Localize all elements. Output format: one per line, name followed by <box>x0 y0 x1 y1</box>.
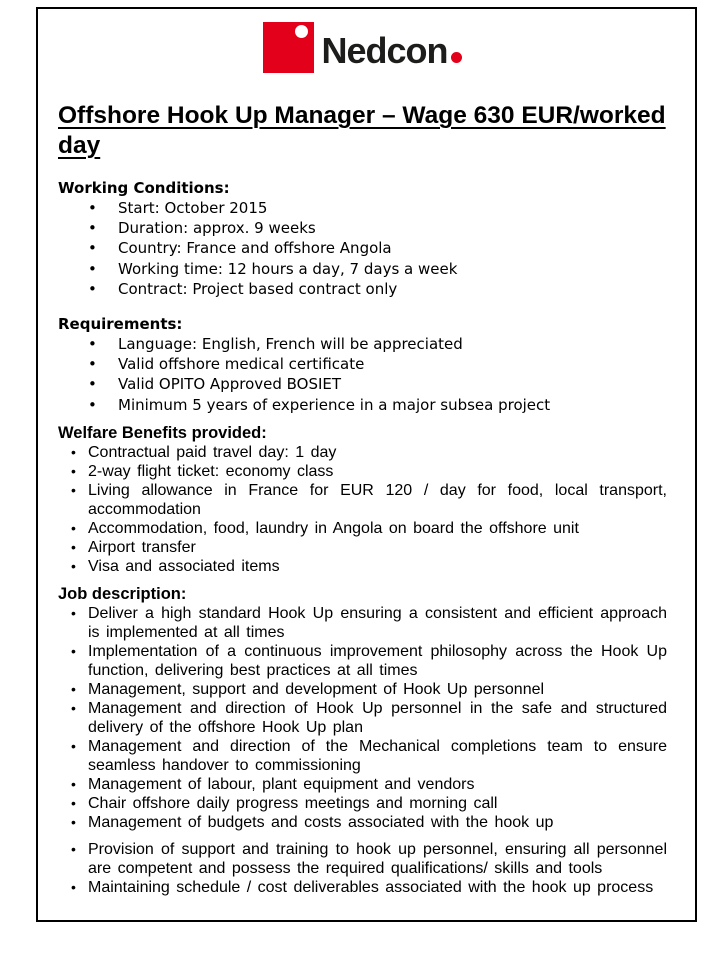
list-item: • Visa and associated items <box>58 557 667 576</box>
nedcon-logo <box>58 22 667 73</box>
list-item: • Management of labour, plant equipment and vendors <box>58 775 667 794</box>
list-item: • Management and direction of Hook Up personnel in the safe and structured delivery of the offshore Hook Up plan <box>58 699 667 737</box>
page-title-line2: day <box>58 132 101 159</box>
requirements-list <box>58 334 667 415</box>
list-item: • Valid offshore medical certificate <box>58 354 667 374</box>
working-conditions-list <box>58 198 667 299</box>
job-description-list <box>58 604 667 832</box>
list-item: • Valid OPITO Approved BOSIET <box>58 374 667 394</box>
list-item: • 2-way flight ticket: economy class <box>58 462 667 481</box>
list-item: • Management of budgets and costs associated with the hook up <box>58 813 667 832</box>
list-item: • Chair offshore daily progress meetings and morning call <box>58 794 667 813</box>
list-item: • Implementation of a continuous improvement philosophy across the Hook Up function, delivering best practices at all times <box>58 642 667 680</box>
list-item: • Provision of support and training to hook up personnel, ensuring all personnel are competent and possess the required qualifications/ skills and tools <box>58 840 667 878</box>
list-item: • Contractual paid travel day: 1 day <box>58 443 667 462</box>
list-item: • Minimum 5 years of experience in a major subsea project <box>58 395 667 415</box>
page-title-line1: Offshore Hook Up Manager – Wage 630 EUR/worked <box>58 102 666 129</box>
list-item: • Management, support and development of Hook Up personnel <box>58 680 667 699</box>
list-item: • Duration: approx. 9 weeks <box>58 218 667 238</box>
job-description-list-extra <box>58 840 667 897</box>
section-welfare-benefits <box>58 424 667 576</box>
list-item: • Deliver a high standard Hook Up ensuring a consistent and efficient approach is implemented at all times <box>58 604 667 642</box>
section-job-description <box>58 585 667 897</box>
logo-brand-text: Nedcon <box>321 29 448 71</box>
list-item: • Maintaining schedule / cost deliverables associated with the hook up process <box>58 878 667 897</box>
logo-wordmark <box>321 29 461 71</box>
list-item: • Country: France and offshore Angola <box>58 238 667 258</box>
list-item: • Management and direction of the Mechanical completions team to ensure seamless handover to commissioning <box>58 737 667 775</box>
requirements-heading: Requirements: <box>58 315 183 334</box>
logo-white-dot-icon <box>295 25 308 38</box>
list-item: • Airport transfer <box>58 538 667 557</box>
section-working-conditions <box>58 178 667 299</box>
page-title <box>58 101 667 161</box>
logo-square-icon <box>263 22 314 73</box>
logo-period-icon <box>451 52 462 63</box>
document-page <box>36 7 697 922</box>
list-item: • Language: English, French will be appreciated <box>58 334 667 354</box>
list-item: • Accommodation, food, laundry in Angola on board the offshore unit <box>58 519 667 538</box>
job-description-heading: Job description: <box>58 584 187 603</box>
list-item: • Living allowance in France for EUR 120 / day for food, local transport, accommodation <box>58 481 667 519</box>
list-item: • Start: October 2015 <box>58 198 667 218</box>
working-conditions-heading: Working Conditions: <box>58 179 230 197</box>
list-item: • Working time: 12 hours a day, 7 days a week <box>58 259 667 279</box>
section-requirements <box>58 314 667 415</box>
welfare-benefits-list <box>58 443 667 576</box>
list-item: • Contract: Project based contract only <box>58 279 667 299</box>
welfare-benefits-heading: Welfare Benefits provided: <box>58 423 267 442</box>
